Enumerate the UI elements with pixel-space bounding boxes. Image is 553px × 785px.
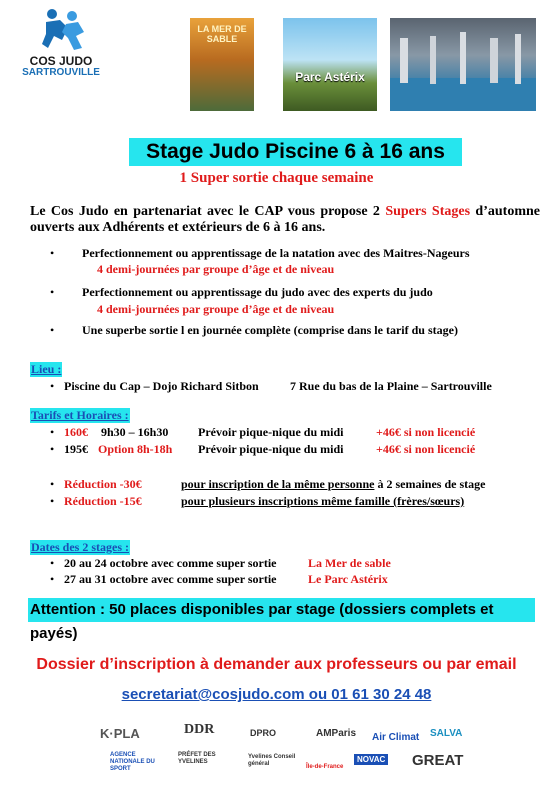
tarif-2-note: Prévoir pique-nique du midi — [198, 442, 344, 456]
sponsor-logo: K·PLA — [100, 726, 140, 741]
sponsor-logo: AMParis — [316, 728, 357, 739]
bullet-dot: • — [50, 425, 55, 439]
tarif-1-note: Prévoir pique-nique du midi — [198, 425, 344, 439]
sponsor-logo: Air Climat — [372, 732, 420, 743]
parc-asterix-photo — [283, 18, 377, 111]
tarif-2-hours: Option 8h-18h — [98, 442, 173, 456]
intro-paragraph — [30, 204, 540, 236]
piscine-photo — [390, 18, 536, 111]
logo-line1: COS JUDO — [29, 54, 93, 68]
bullet-dot: • — [50, 572, 55, 586]
bullet-1-sub: 4 demi-journées par groupe d’âge et de niveau — [97, 262, 335, 276]
date-2-outing: Le Parc Astérix — [308, 572, 388, 586]
reduction-1-underlined: pour inscription de la même personne — [181, 477, 375, 491]
bullet-dot: • — [50, 285, 55, 299]
sponsor-logo: DDR — [184, 722, 215, 737]
bullet-dot: • — [50, 477, 55, 491]
bullet-dot: • — [50, 442, 55, 456]
reduction-1-rest: à 2 semaines de stage — [374, 477, 486, 491]
bullet-2-sub: 4 demi-journées par groupe d’âge et de niveau — [97, 302, 335, 316]
sponsor-logo: DPRO — [250, 728, 277, 738]
tarif-1-price: 160€ — [64, 425, 88, 439]
bullet-2: Perfectionnement ou apprentissage du judo avec des experts du judo — [82, 285, 433, 299]
sponsor-logo: SALVA — [430, 728, 463, 739]
intro-part1: Le Cos Judo en partenariat avec le CAP vous propose 2 — [30, 204, 386, 219]
intro-highlight: Supers Stages — [385, 204, 471, 219]
reduction-2-label: Réduction -15€ — [64, 494, 142, 508]
bullet-3: Une superbe sortie l en journée complète (comprise dans le tarif du stage) — [82, 323, 458, 337]
sponsor-logo: GREAT — [412, 752, 464, 769]
date-2-text: 27 au 31 octobre avec comme super sortie — [64, 572, 277, 586]
attention-banner: Attention : 50 places disponibles par stage (dossiers complets et payés) — [28, 598, 535, 622]
reduction-2-underlined: pour plusieurs inscriptions même famille (frères/sœurs) — [181, 494, 465, 508]
cos-judo-logo — [16, 6, 106, 82]
sponsor-logo: Yvelines Conseil général — [248, 754, 296, 767]
bullet-dot: • — [50, 494, 55, 508]
tarif-2-extra: +46€ si non licencié — [376, 442, 476, 456]
reduction-2-text — [181, 494, 464, 509]
tarif-1-extra: +46€ si non licencié — [376, 425, 476, 439]
tarif-1-hours: 9h30 – 16h30 — [101, 425, 169, 439]
bullet-dot: • — [50, 246, 55, 260]
bullet-dot: • — [50, 556, 55, 570]
lieu-place: Piscine du Cap – Dojo Richard Sitbon — [64, 379, 259, 393]
judo-figures-icon — [16, 6, 106, 54]
bullet-dot: • — [50, 323, 55, 337]
tarif-2-price: 195€ — [64, 442, 88, 456]
dossier-text: Dossier d’inscription à demander aux professeurs ou par email — [36, 656, 517, 673]
sponsor-logo: Île-de-France — [306, 764, 344, 770]
bullet-1: Perfectionnement ou apprentissage de la natation avec des Maitres-Nageurs — [82, 246, 470, 260]
reduction-1-text — [181, 477, 485, 492]
photo-caption: LA MER DE SABLE — [197, 24, 247, 44]
page-title: Stage Judo Piscine 6 à 16 ans — [129, 138, 462, 166]
intro-part2: d’automne ouverts aux Adhérents et extérieurs de 6 à 16 ans. — [30, 204, 540, 235]
page-subtitle: 1 Super sortie chaque semaine — [179, 170, 374, 186]
reduction-1-label: Réduction -30€ — [64, 477, 142, 491]
tarifs-heading: Tarifs et Horaires : — [31, 408, 129, 422]
sponsor-logo: NOVAC — [354, 754, 388, 765]
la-mer-de-sable-photo — [190, 18, 254, 111]
sponsor-logo: PRÉFET DES YVELINES — [178, 752, 216, 765]
date-1-text: 20 au 24 octobre avec comme super sortie — [64, 556, 277, 570]
dates-heading: Dates des 2 stages : — [31, 540, 129, 554]
date-1-outing: La Mer de sable — [308, 556, 391, 570]
lieu-heading: Lieu : — [31, 362, 62, 376]
lieu-address: 7 Rue du bas de la Plaine – Sartrouville — [290, 379, 492, 393]
photo-caption: Parc Astérix — [295, 70, 365, 84]
sponsor-logo: AGENCE NATIONALE DU SPORT — [110, 752, 155, 772]
logo-line2: SARTROUVILLE — [22, 67, 100, 78]
bullet-dot: • — [50, 379, 55, 393]
contact-link[interactable]: secretariat@cosjudo.com ou 01 61 30 24 48 — [121, 686, 432, 703]
